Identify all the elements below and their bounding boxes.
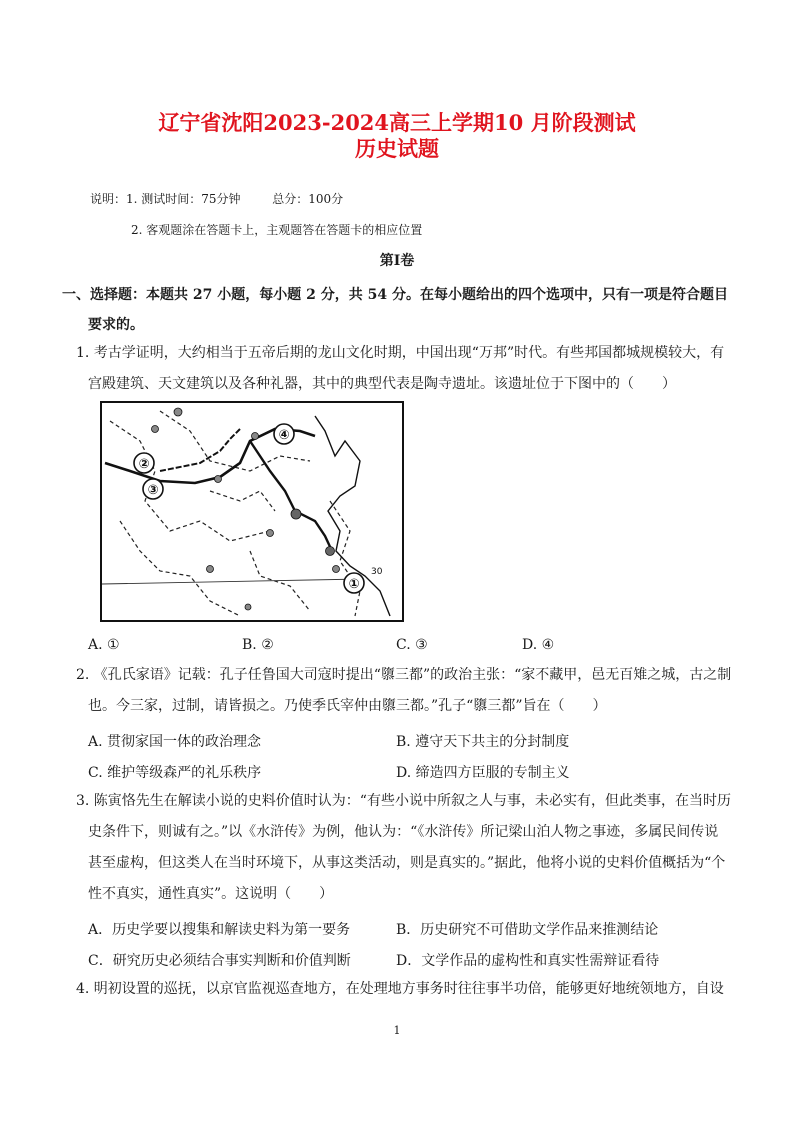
question-1-option-d[interactable]: D. ④ bbox=[522, 637, 555, 653]
map-site-marker bbox=[333, 566, 340, 573]
question-3-option-b[interactable]: B．历史研究不可借助文学作品来推测结论 bbox=[396, 922, 659, 938]
map-site-marker bbox=[252, 433, 259, 440]
question-1-line-2: 宫殿建筑、天文建筑以及各种礼器，其中的典型代表是陶寺遗址。该遗址位于下图中的（ ） bbox=[88, 376, 676, 392]
map-label-2: ② bbox=[138, 457, 150, 472]
instruction-score: 总分：100分 bbox=[272, 192, 344, 206]
exam-subtitle: 历史试题 bbox=[355, 136, 439, 161]
volume-heading: 第Ⅰ卷 bbox=[379, 253, 415, 269]
question-2-option-d[interactable]: D. 缔造四方臣服的专制主义 bbox=[396, 765, 570, 781]
section-heading-line-2: 要求的。 bbox=[88, 317, 144, 333]
question-3-option-d[interactable]: D．文学作品的虚构性和真实性需辩证看待 bbox=[396, 953, 660, 969]
question-4-line-1: 4. 明初设置的巡抚，以京官监视巡查地方，在处理地方事务时往往事半功倍，能够更好地统领地方，自设 bbox=[76, 981, 724, 997]
map-label-3: ③ bbox=[147, 483, 159, 498]
question-2-option-a[interactable]: A. 贯彻家国一体的政治理念 bbox=[88, 734, 262, 750]
question-2-option-c[interactable]: C. 维护等级森严的礼乐秩序 bbox=[88, 765, 262, 781]
question-3-line-2: 史条件下，则诚有之。”以《水浒传》为例，他认为：“《水浒传》所记梁山泊人物之事迹，多属民间传说 bbox=[88, 824, 719, 840]
map-label-1: ① bbox=[348, 577, 360, 592]
instruction-line-2: 2. 客观题涂在答题卡上，主观题答在答题卡的相应位置 bbox=[131, 223, 423, 237]
question-3-line-4: 性不真实，通性真实”。这说明（ ） bbox=[88, 886, 334, 902]
question-1-line-1: 1. 考古学证明，大约相当于五帝后期的龙山文化时期，中国出现“万邦”时代。有些邦国都城规模较大，有 bbox=[76, 345, 725, 361]
section-heading-line-1: 一、选择题：本题共 27 小题，每小题 2 分，共 54 分。在每小题给出的四个选项中，只有一项是符合题目 bbox=[62, 287, 728, 303]
question-1-option-a[interactable]: A. ① bbox=[88, 637, 120, 653]
page-number: 1 bbox=[393, 1024, 401, 1037]
question-2-line-1: 2. 《孔氏家语》记载：孔子任鲁国大司寇时提出“隳三都”的政治主张：“家不藏甲，邑无百雉之城，古之制 bbox=[76, 667, 732, 683]
question-3-option-c[interactable]: C．研究历史必须结合事实判断和价值判断 bbox=[88, 953, 351, 969]
map-site-marker bbox=[245, 604, 251, 610]
question-2-option-b[interactable]: B. 遵守天下共主的分封制度 bbox=[396, 734, 570, 750]
instruction-time: 说明：1. 测试时间：75分钟 bbox=[90, 192, 241, 206]
map-site-marker bbox=[174, 408, 182, 416]
question-3-option-a[interactable]: A．历史学要以搜集和解读史料为第一要务 bbox=[88, 922, 351, 938]
map-site-marker bbox=[291, 509, 301, 519]
question-1-option-b[interactable]: B. ② bbox=[242, 637, 274, 653]
instruction-line-1 bbox=[90, 190, 343, 207]
map-site-marker bbox=[207, 566, 214, 573]
question-3-line-3: 甚至虚构，但这类人在当时环境下，从事这类活动，则是真实的。”据此，他将小说的史料价值概括为“个 bbox=[88, 855, 726, 871]
question-2-line-2: 也。今三家，过制，请皆损之。乃使季氏宰仲由隳三都。”孔子“隳三都”旨在（ ） bbox=[88, 698, 607, 714]
exam-title: 辽宁省沈阳2023-2024高三上学期10 月阶段测试 bbox=[158, 110, 636, 135]
map-label-4: ④ bbox=[278, 428, 290, 443]
map-site-marker bbox=[326, 547, 335, 556]
question-1-option-c[interactable]: C. ③ bbox=[396, 637, 428, 653]
map-site-marker bbox=[215, 476, 222, 483]
map-site-marker bbox=[152, 426, 159, 433]
map-site-marker bbox=[267, 530, 274, 537]
question-1-map bbox=[100, 401, 406, 623]
question-3-line-1: 3. 陈寅恪先生在解读小说的史料价值时认为：“有些小说中所叙之人与事，未必实有，但此类事，在当时历 bbox=[76, 793, 731, 809]
map-latitude-label: 30 bbox=[371, 567, 383, 577]
